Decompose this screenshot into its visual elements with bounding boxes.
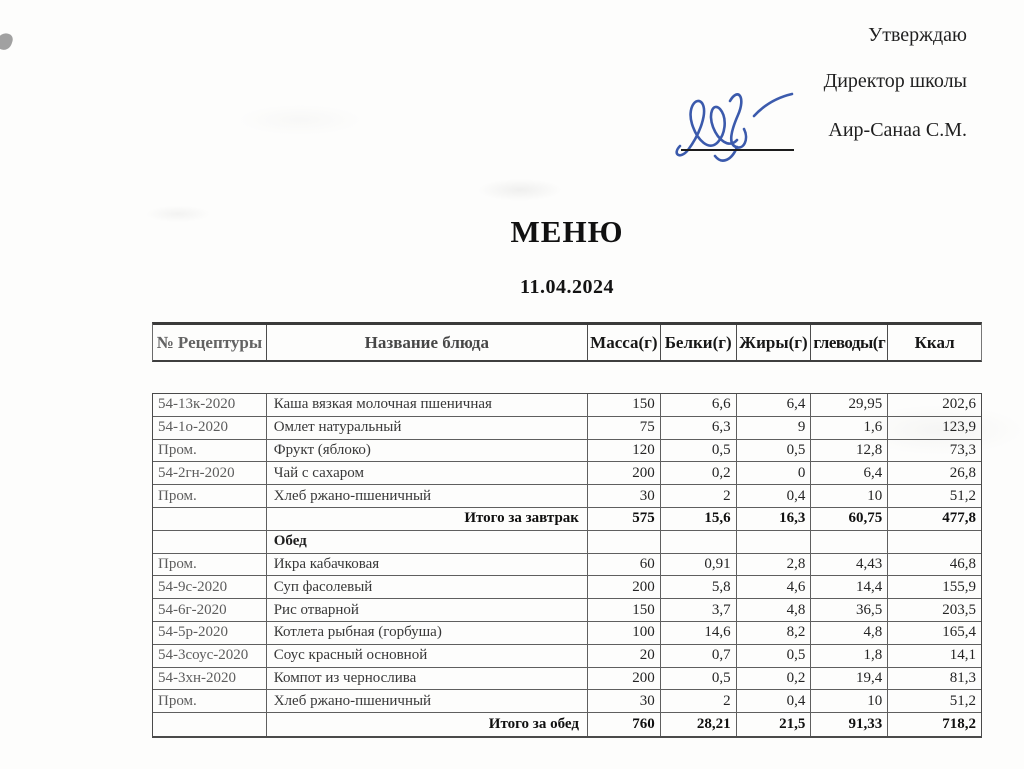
approver-name: Аир-Санаа С.М. [828, 119, 967, 141]
cell-recipe: Пром. [153, 554, 267, 576]
cell-kcal: 155,9 [942, 578, 976, 595]
cell-carbs: 19,4 [811, 668, 888, 690]
cell-mass: 150 [588, 394, 661, 416]
cell-kcal: 81,3 [949, 669, 976, 686]
cell-fat: 0,5 [737, 645, 812, 667]
cell-recipe [153, 713, 267, 736]
cell-fat: 6,4 [737, 394, 812, 416]
menu-table-body [152, 393, 982, 738]
cell-protein [661, 531, 737, 553]
signature-line [681, 149, 794, 151]
cell-mass: 150 [588, 599, 661, 621]
cell-mass: 760 [588, 713, 661, 736]
cell-recipe: 54-9с-2020 [153, 576, 267, 598]
cell-carbs: 14,4 [811, 576, 888, 598]
cell-fat: 21,5 [737, 713, 812, 736]
cell-recipe: 54-13к-2020 [153, 394, 267, 416]
cell-kcal: 46,8 [949, 555, 976, 572]
cell-kcal: 26,8 [949, 464, 976, 481]
cell-carbs: 1,8 [811, 645, 888, 667]
cell-recipe [153, 531, 267, 553]
table-row [153, 645, 981, 668]
cell-fat: 4,6 [737, 576, 812, 598]
cell-carbs: 12,8 [811, 440, 888, 462]
cell-name: Фрукт (яблоко) [267, 440, 588, 462]
menu-date: 11.04.2024 [520, 276, 614, 298]
cell-fat: 0,5 [737, 440, 812, 462]
cell-fat: 16,3 [737, 508, 812, 530]
cell-kcal: 51,2 [949, 692, 976, 709]
cell-mass: 30 [588, 485, 661, 507]
cell-mass: 75 [588, 417, 661, 439]
cell-protein: 0,5 [661, 668, 737, 690]
header-fat: Жиры(г) [737, 325, 812, 360]
cell-protein: 6,6 [661, 394, 737, 416]
cell-protein: 0,7 [661, 645, 737, 667]
page-title: МЕНЮ [510, 214, 624, 249]
cell-fat: 0,4 [737, 690, 812, 712]
cell-carbs: 91,33 [811, 713, 888, 736]
cell-protein: 5,8 [661, 576, 737, 598]
cell-carbs [811, 531, 888, 553]
cell-protein: 6,3 [661, 417, 737, 439]
cell-name: Чай с сахаром [267, 462, 588, 484]
cell-recipe: Пром. [153, 440, 267, 462]
approve-label: Утверждаю [868, 24, 967, 46]
cell-fat: 8,2 [737, 622, 812, 644]
section-row [153, 531, 981, 554]
table-row [153, 599, 981, 622]
table-row [153, 417, 981, 440]
cell-carbs: 4,8 [811, 622, 888, 644]
table-row [153, 554, 981, 577]
cell-kcal: 477,8 [942, 510, 976, 527]
scan-artifact [0, 31, 14, 52]
approver-title: Директор школы [823, 70, 967, 92]
cell-protein: 15,6 [661, 508, 737, 530]
cell-carbs: 1,6 [811, 417, 888, 439]
cell-protein: 3,7 [661, 599, 737, 621]
header-recipe: № Рецептуры [153, 325, 267, 360]
cell-mass: 120 [588, 440, 661, 462]
cell-kcal: 203,5 [942, 601, 976, 618]
header-kcal: Ккал [914, 332, 955, 352]
cell-name: Хлеб ржано-пшеничный [267, 485, 588, 507]
cell-name: Суп фасолевый [267, 576, 588, 598]
cell-fat [737, 531, 812, 553]
cell-carbs: 10 [811, 485, 888, 507]
cell-fat: 0 [737, 462, 812, 484]
cell-protein: 2 [661, 485, 737, 507]
cell-name: Итого за завтрак [267, 508, 588, 530]
header-carbs: глеводы(г [811, 325, 888, 360]
cell-recipe: 54-5р-2020 [153, 622, 267, 644]
total-row [153, 713, 981, 736]
cell-protein: 0,2 [661, 462, 737, 484]
table-row [153, 394, 981, 417]
header-name: Название блюда [267, 325, 588, 360]
cell-recipe: Пром. [153, 485, 267, 507]
table-row [153, 622, 981, 645]
table-row [153, 576, 981, 599]
cell-kcal: 123,9 [942, 419, 976, 436]
cell-name: Каша вязкая молочная пшеничная [267, 394, 588, 416]
cell-kcal: 14,1 [949, 647, 976, 664]
menu-table-header [152, 322, 982, 362]
cell-name: Компот из чернослива [267, 668, 588, 690]
cell-carbs: 36,5 [811, 599, 888, 621]
cell-fat: 0,2 [737, 668, 812, 690]
cell-name: Рис отварной [267, 599, 588, 621]
cell-fat: 2,8 [737, 554, 812, 576]
cell-protein: 2 [661, 690, 737, 712]
cell-name: Итого за обед [267, 713, 588, 736]
cell-kcal [888, 531, 981, 553]
cell-name: Омлет натуральный [267, 417, 588, 439]
cell-fat: 9 [737, 417, 812, 439]
cell-name: Икра кабачковая [267, 554, 588, 576]
cell-fat: 4,8 [737, 599, 812, 621]
cell-mass: 30 [588, 690, 661, 712]
table-row [153, 440, 981, 463]
cell-mass: 200 [588, 668, 661, 690]
cell-mass: 20 [588, 645, 661, 667]
header-protein: Белки(г) [661, 325, 737, 360]
cell-carbs: 60,75 [811, 508, 888, 530]
table-row [153, 690, 981, 713]
cell-kcal: 718,2 [942, 716, 976, 733]
cell-recipe: 54-3хн-2020 [153, 668, 267, 690]
cell-recipe: 54-3соус-2020 [153, 645, 267, 667]
cell-kcal: 51,2 [949, 487, 976, 504]
cell-carbs: 29,95 [811, 394, 888, 416]
table-row [153, 462, 981, 485]
cell-name: Хлеб ржано-пшеничный [267, 690, 588, 712]
cell-name: Котлета рыбная (горбуша) [267, 622, 588, 644]
cell-recipe: Пром. [153, 690, 267, 712]
handwritten-signature-icon [666, 88, 806, 168]
cell-protein: 28,21 [661, 713, 737, 736]
cell-kcal: 73,3 [949, 441, 976, 458]
cell-recipe: 54-1о-2020 [153, 417, 267, 439]
cell-mass: 60 [588, 554, 661, 576]
cell-fat: 0,4 [737, 485, 812, 507]
cell-mass [588, 531, 661, 553]
header-mass: Масса(г) [588, 325, 661, 360]
cell-carbs: 6,4 [811, 462, 888, 484]
cell-protein: 14,6 [661, 622, 737, 644]
cell-recipe: 54-6г-2020 [153, 599, 267, 621]
total-row [153, 508, 981, 531]
cell-name: Соус красный основной [267, 645, 588, 667]
cell-name: Обед [267, 531, 588, 553]
cell-kcal: 202,6 [942, 396, 976, 413]
cell-mass: 575 [588, 508, 661, 530]
table-row [153, 668, 981, 691]
cell-recipe: 54-2гн-2020 [153, 462, 267, 484]
cell-mass: 200 [588, 576, 661, 598]
table-row [153, 485, 981, 508]
cell-kcal: 165,4 [942, 624, 976, 641]
cell-mass: 100 [588, 622, 661, 644]
cell-protein: 0,91 [661, 554, 737, 576]
cell-carbs: 10 [811, 690, 888, 712]
cell-recipe [153, 508, 267, 530]
cell-protein: 0,5 [661, 440, 737, 462]
cell-mass: 200 [588, 462, 661, 484]
cell-carbs: 4,43 [811, 554, 888, 576]
